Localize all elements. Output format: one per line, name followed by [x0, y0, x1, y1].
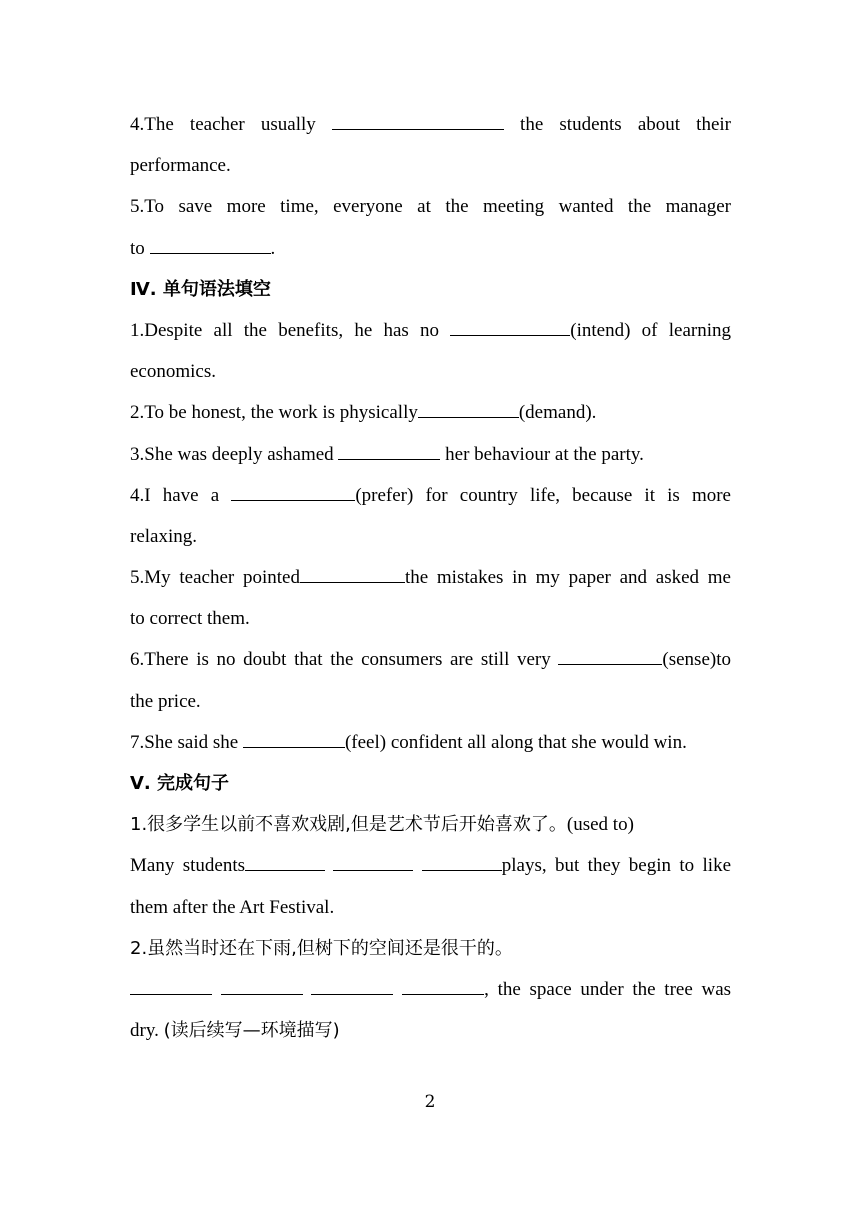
answer-blank[interactable] — [333, 850, 413, 871]
question-text: the mistakes in my paper and asked me — [404, 567, 731, 589]
answer-blank[interactable] — [332, 109, 504, 130]
question-text: Many students — [130, 855, 245, 877]
question-line — [130, 475, 731, 516]
section-heading-text: Ⅴ. 完成句子 — [130, 773, 230, 794]
question-line — [130, 351, 731, 392]
question-line — [130, 434, 731, 475]
question-text: relaxing. — [130, 525, 198, 547]
question-text: 5.My teacher pointed — [130, 567, 300, 589]
section-heading-text: Ⅳ. 单句语法填空 — [130, 278, 271, 300]
answer-blank[interactable] — [300, 562, 405, 583]
answer-blank[interactable] — [418, 397, 519, 418]
question-line — [130, 598, 731, 639]
question-line — [130, 928, 731, 969]
question-text: her behaviour at the party. — [440, 443, 644, 465]
answer-blank[interactable] — [231, 480, 355, 501]
question-line — [130, 310, 731, 351]
chinese-note: (读后续写—环境描写) — [163, 1020, 340, 1042]
question-text: 6.There is no doubt that the consumers are still very — [130, 649, 559, 671]
chinese-prompt: 2.虽然当时还在下雨,但树下的空间还是很干的。 — [130, 937, 513, 959]
document-body — [130, 104, 731, 1051]
answer-blank[interactable] — [311, 974, 393, 995]
question-text: to — [130, 237, 150, 259]
page-number: 2 — [424, 1092, 436, 1112]
question-text: them after the Art Festival. — [130, 896, 335, 918]
answer-blank[interactable] — [130, 974, 212, 995]
question-text: economics. — [130, 361, 217, 383]
question-text: to correct them. — [130, 608, 250, 630]
question-text: 4.The teacher usually — [130, 114, 332, 135]
question-text: (demand). — [518, 402, 597, 424]
question-line — [130, 104, 731, 145]
answer-blank[interactable] — [221, 974, 303, 995]
question-text: , the space under the tree was — [484, 978, 731, 1000]
question-text: 7.She said she — [130, 731, 243, 753]
question-line — [130, 969, 731, 1010]
question-text: dry. — [130, 1020, 164, 1042]
question-line — [130, 845, 731, 886]
question-text: . — [270, 237, 276, 259]
answer-blank[interactable] — [243, 727, 345, 748]
answer-blank[interactable] — [402, 974, 484, 995]
question-text: 4.I have a — [130, 484, 232, 506]
question-text: (sense)to — [662, 649, 731, 671]
question-line — [130, 639, 731, 680]
answer-blank[interactable] — [558, 645, 662, 666]
question-text: 5.To save more time, everyone at the meeting wanted the manager — [130, 196, 731, 218]
question-text: plays, but they begin to like — [501, 855, 731, 877]
question-text: (prefer) for country life, because it is more — [355, 484, 731, 506]
question-line — [130, 557, 731, 598]
answer-blank[interactable] — [245, 850, 325, 871]
question-text: 2.To be honest, the work is physically — [130, 402, 418, 424]
question-line — [130, 804, 731, 845]
question-text: (feel) confident all along that she would win. — [344, 731, 687, 753]
answer-blank[interactable] — [450, 315, 570, 336]
question-line — [130, 516, 731, 557]
question-text: (intend) of learning — [570, 319, 731, 341]
answer-blank[interactable] — [338, 439, 440, 460]
question-text: 1.Despite all the benefits, he has no — [130, 319, 451, 341]
question-text: the price. — [130, 690, 201, 712]
answer-blank[interactable] — [422, 850, 502, 871]
question-line — [130, 887, 731, 928]
question-line — [130, 392, 731, 433]
section-heading — [130, 269, 731, 310]
question-text: (used to) — [566, 814, 634, 836]
question-text: performance. — [130, 155, 231, 177]
question-line — [130, 1010, 731, 1051]
question-line — [130, 145, 731, 186]
question-line — [130, 722, 731, 763]
question-text: 3.She was deeply ashamed — [130, 443, 339, 465]
question-line — [130, 186, 731, 227]
chinese-prompt: 1.很多学生以前不喜欢戏剧,但是艺术节后开始喜欢了。 — [130, 814, 567, 836]
question-text: the students about their — [503, 114, 731, 135]
answer-blank[interactable] — [150, 233, 271, 254]
section-heading — [130, 763, 731, 804]
question-line — [130, 228, 731, 269]
question-line — [130, 681, 731, 722]
